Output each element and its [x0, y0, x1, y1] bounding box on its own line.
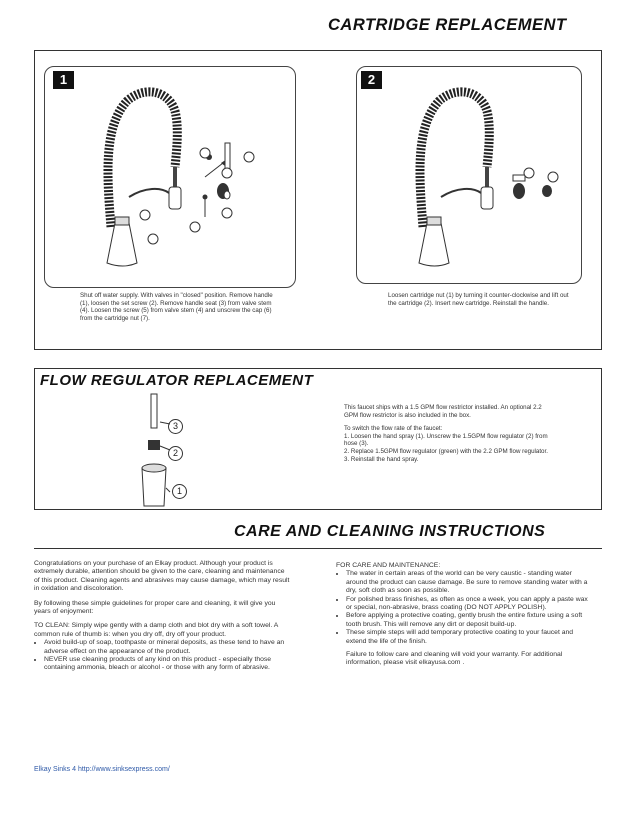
care-closing: Failure to follow care and cleaning will void your warranty. For additional information, please visit elkayusa.com . [346, 651, 563, 667]
list-item: • For polished brass finishes, as often as once a week, you can apply a paste wax or special, non-abrasive, brass coating (DO NOT APPLY POLISH). [346, 596, 594, 613]
flow-callout-1: 1 [172, 484, 187, 499]
care-right-column [336, 562, 594, 668]
footer-link[interactable]: Elkay Sinks 4 http://www.sinksexpress.com/ [34, 766, 170, 773]
step2-panel [356, 66, 582, 284]
step1-panel [44, 66, 296, 288]
care-maintenance-heading: FOR CARE AND MAINTENANCE: [336, 562, 441, 569]
faucet-diagram-step1 [45, 67, 297, 289]
flow-title: FLOW REGULATOR REPLACEMENT [40, 372, 314, 389]
step2-number: 2 [361, 71, 382, 89]
list-item: • The water in certain areas of the world can be very caustic - standing water around the product can cause damage. Be sure to remove standing water with a dry, soft cloth as soon as possible. [346, 570, 594, 595]
care-intro: Congratulations on your purchase of an Elkay product. Although your product is extremely durable, attention should be given to the care, cleaning and maintenance of this product. Cleaning agents and abrasives may cause damage, which may result in oxidation and discoloration. [34, 560, 290, 593]
list-item: • These simple steps will add temporary protective coating to your faucet and extend the life of the finish. [346, 629, 594, 646]
flow-instructions [344, 404, 556, 463]
flow-callout-3: 3 [168, 419, 183, 434]
care-guidelines: By following these simple guidelines for proper care and cleaning, it will give you years of enjoyment: [34, 599, 276, 616]
list-item: • Avoid build-up of soap, toothpaste or mineral deposits, as these tend to have an adverse effect on the appearance of the product. [44, 639, 292, 656]
flow-step-1: 1. Loosen the hand spray (1). Unscrew the 1.5GPM flow regulator (2) from hose (3). [344, 432, 548, 448]
care-right-list [336, 570, 594, 646]
flow-intro: This faucet ships with a 1.5 GPM flow restrictor installed. An optional 2.2 GPM flow restrictor is also included in the box. [344, 404, 542, 419]
step1-number: 1 [53, 71, 74, 89]
cartridge-title: CARTRIDGE REPLACEMENT [328, 16, 567, 34]
flow-callout-2: 2 [168, 446, 183, 461]
care-rule [34, 548, 602, 549]
list-item: • NEVER use cleaning products of any kind on this product - especially those containing ammonia, bleach or alcohol - or those with any form of abrasive. [44, 656, 292, 673]
flow-step-2: 2. Replace 1.5GPM flow regulator (green) with the 2.2 GPM flow regulator. [344, 447, 548, 455]
faucet-diagram-step2 [357, 67, 583, 285]
care-to-clean: TO CLEAN: Simply wipe gently with a damp cloth and blot dry with a soft towel. A common rule of thumb is: when you dry off, dry off your product. [34, 622, 278, 638]
list-item: • Before applying a protective coating, gently brush the entire fixture using a soft tooth brush. This will remove any dirt or deposit build-up. [346, 612, 594, 629]
step2-instructions: Loosen cartridge nut (1) by turning it counter-clockwise and lift out the cartridge (2). Insert new cartridge. Reinstall the handle. [388, 292, 569, 307]
step1-instructions: Shut off water supply. With valves in "closed" position. Remove handle (1), loosen the set screw (2). Remove handle seat (3) from valve stem (4). Loosen the screw (5) from valve stem (4) and unscrew the cap (6) from the cartridge nut (7). [80, 292, 273, 322]
flow-regulator-diagram [120, 388, 260, 508]
care-left-column [34, 560, 292, 673]
care-left-list [34, 639, 292, 673]
flow-switch-title: To switch the flow rate of the faucet: [344, 425, 443, 433]
flow-step-3: 3. Reinstall the hand spray. [344, 455, 419, 463]
care-title: CARE AND CLEANING INSTRUCTIONS [234, 523, 546, 540]
